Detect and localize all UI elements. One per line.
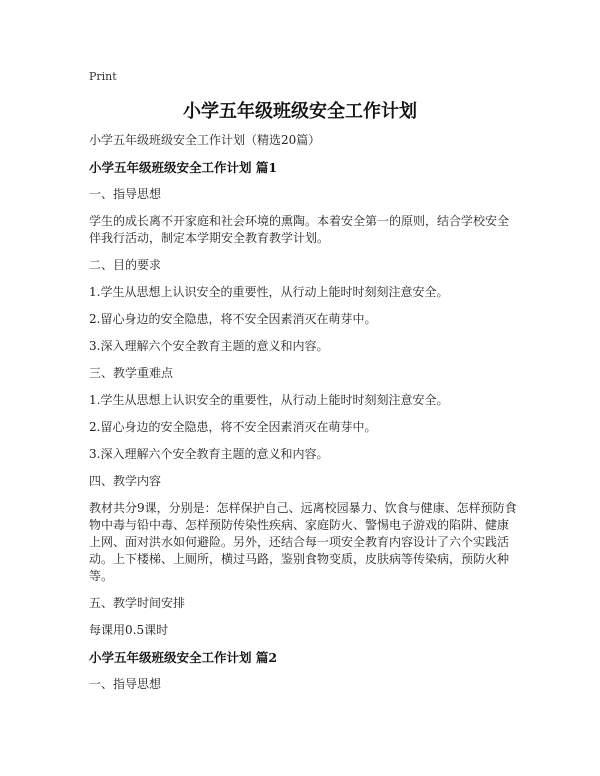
section-heading-guiding-thought: 一、指导思想 — [89, 187, 162, 201]
section-heading-schedule: 五、教学时间安排 — [89, 596, 186, 610]
article-1-heading: 小学五年级班级安全工作计划 篇1 — [89, 160, 278, 175]
key-point-item: 1.学生从思想上认识安全的重要性，从行动上能时时刻刻注意安全。 — [89, 393, 449, 407]
article-2-heading: 小学五年级班级安全工作计划 篇2 — [89, 650, 278, 665]
section-heading-goals: 二、目的要求 — [89, 258, 162, 272]
print-link[interactable]: Print — [89, 70, 117, 83]
paragraph-schedule: 每课用0.5课时 — [89, 623, 169, 637]
paragraph-content: 教材共分9课，分别是：怎样保护自己、远离校园暴力、饮食与健康、怎样预防食物中毒与铅中毒、怎样预防传染性疾病、家庭防火、警惕电子游戏的陷阱、健康上网、面对洪水如何避险。另外，还结合每一项安全教育内容设计了六个实践活动。上下楼梯、上厕所，横过马路，鉴别食物变质，皮肤病等传染病，预防火种等。 — [89, 501, 517, 583]
key-point-item: 3.深入理解六个安全教育主题的意义和内容。 — [89, 447, 329, 461]
section-heading-guiding-thought-2: 一、指导思想 — [89, 677, 162, 691]
section-heading-content: 四、教学内容 — [89, 474, 162, 488]
goal-item: 3.深入理解六个安全教育主题的意义和内容。 — [89, 339, 329, 353]
section-heading-key-points: 三、教学重难点 — [89, 366, 174, 380]
goal-item: 1.学生从思想上认识安全的重要性，从行动上能时时刻刻注意安全。 — [89, 285, 449, 299]
goal-item: 2.留心身边的安全隐患，将不安全因素消灭在萌芽中。 — [89, 312, 377, 326]
article-subtitle: 小学五年级班级安全工作计划（精选20篇） — [89, 133, 321, 147]
key-point-item: 2.留心身边的安全隐患，将不安全因素消灭在萌芽中。 — [89, 420, 377, 434]
page-title: 小学五年级班级安全工作计划 — [183, 101, 417, 122]
article-body — [89, 132, 519, 703]
paragraph-guiding-thought: 学生的成长离不开家庭和社会环境的熏陶。本着安全第一的原则，结合学校安全伴我行活动，制定本学期安全教育教学计划。 — [89, 214, 510, 245]
